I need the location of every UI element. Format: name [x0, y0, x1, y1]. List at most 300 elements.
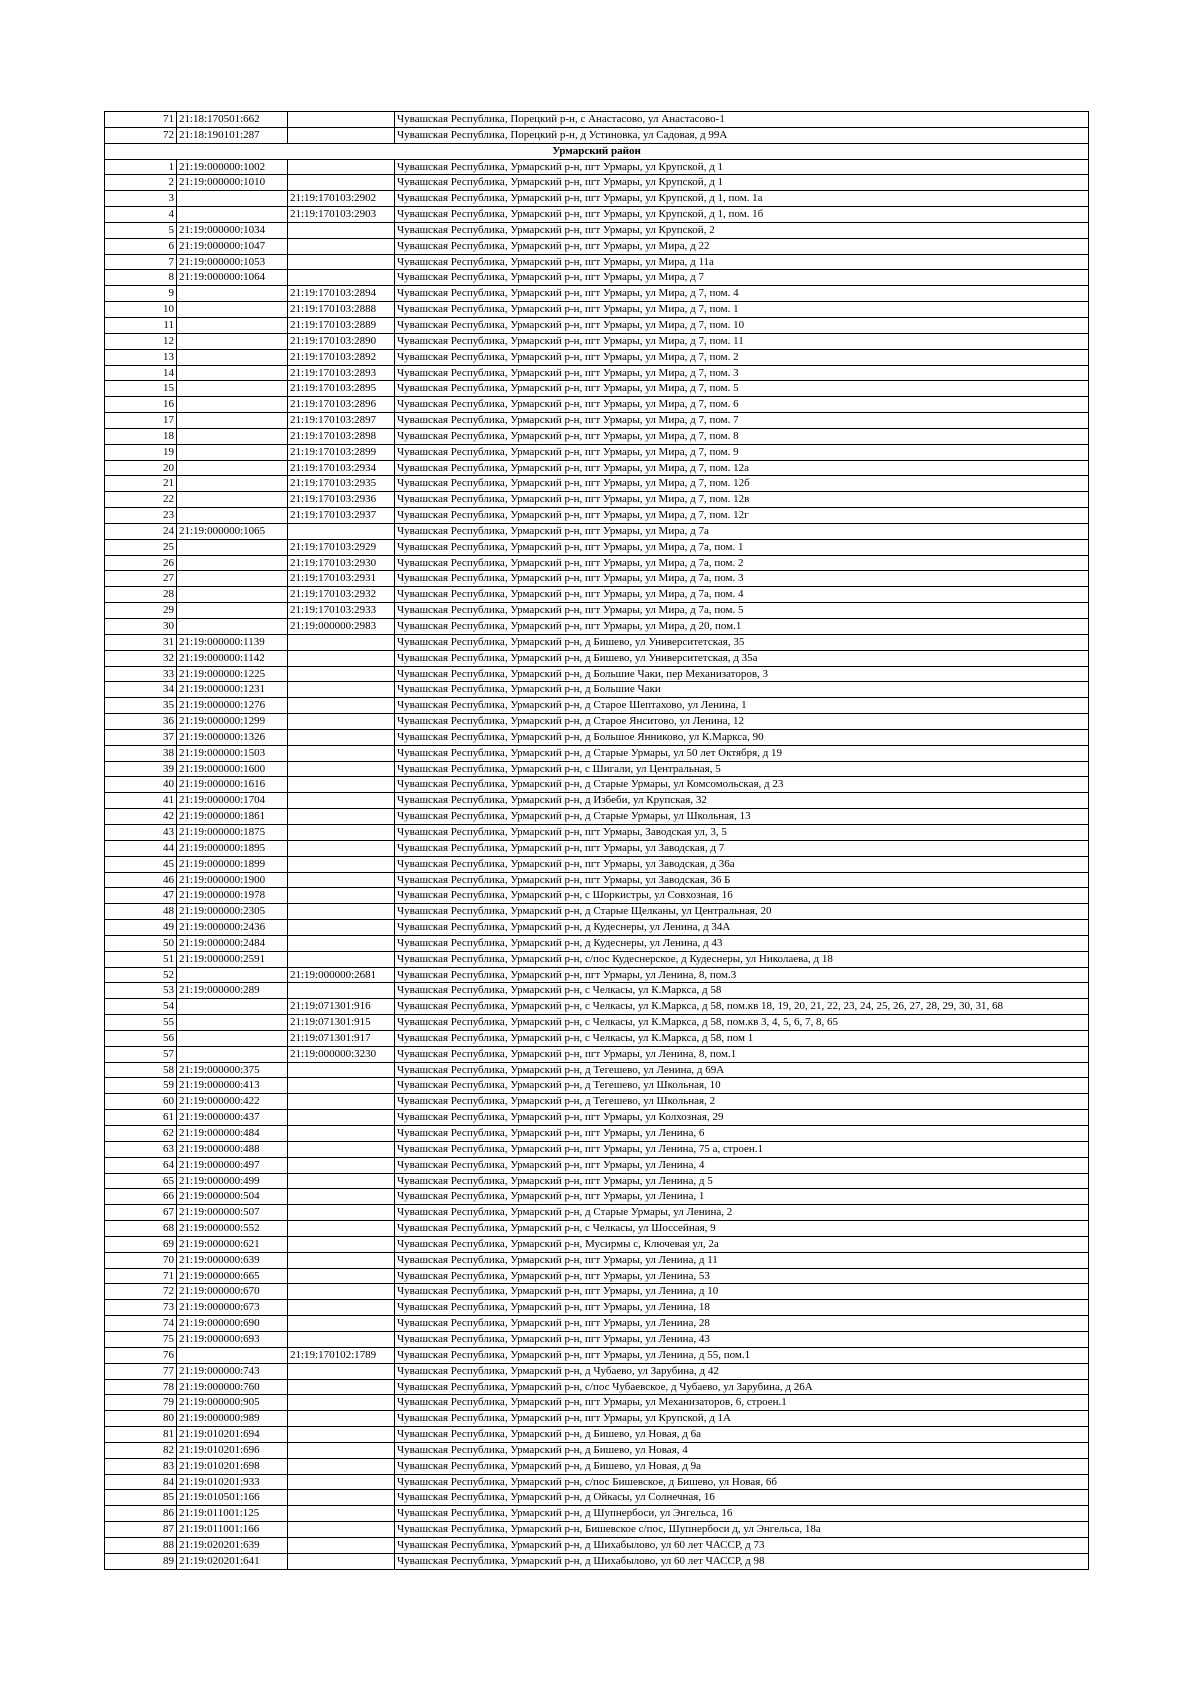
cadastral-number-cell: 21:19:000000:2484: [177, 935, 288, 951]
address-cell: Чувашская Республика, Урмарский р-н, д Ойкасы, ул Солнечная, 16: [395, 1490, 1089, 1506]
cadastral-number-cell: [177, 365, 288, 381]
table-row: [105, 302, 1089, 318]
address-cell: Чувашская Республика, Урмарский р-н, пгт Урмары, ул Мира, д 7, пом. 4: [395, 286, 1089, 302]
premises-number-cell: [288, 1173, 395, 1189]
premises-number-cell: 21:19:170103:2892: [288, 349, 395, 365]
table-row: [105, 286, 1089, 302]
table-row: [105, 698, 1089, 714]
premises-number-cell: [288, 809, 395, 825]
address-cell: Чувашская Республика, Урмарский р-н, пгт Урмары, ул Мира, д 7а, пом. 3: [395, 571, 1089, 587]
row-number-cell: 14: [105, 365, 177, 381]
address-cell: Чувашская Республика, Урмарский р-н, пгт Урмары, ул Мира, д 7а, пом. 2: [395, 555, 1089, 571]
cadastral-number-cell: [177, 413, 288, 429]
address-cell: Чувашская Республика, Урмарский р-н, пгт Урмары, ул Заводская, д 36а: [395, 856, 1089, 872]
table-row: [105, 1458, 1089, 1474]
cadastral-number-cell: 21:19:000000:639: [177, 1252, 288, 1268]
table-row: [105, 1553, 1089, 1569]
row-number-cell: 19: [105, 444, 177, 460]
row-number-cell: 40: [105, 777, 177, 793]
address-cell: Чувашская Республика, Урмарский р-н, пгт Урмары, ул Мира, д 7: [395, 270, 1089, 286]
table-row: [105, 809, 1089, 825]
premises-number-cell: [288, 159, 395, 175]
table-row: [105, 1284, 1089, 1300]
premises-number-cell: [288, 1522, 395, 1538]
address-cell: Чувашская Республика, Урмарский р-н, пгт Урмары, ул Заводская, д 7: [395, 840, 1089, 856]
premises-number-cell: [288, 761, 395, 777]
address-cell: Чувашская Республика, Урмарский р-н, пгт Урмары, ул Мира, д 7а, пом. 1: [395, 539, 1089, 555]
address-cell: Чувашская Республика, Урмарский р-н, д Шихабылово, ул 60 лет ЧАССР, д 98: [395, 1553, 1089, 1569]
premises-number-cell: [288, 682, 395, 698]
address-cell: Чувашская Республика, Урмарский р-н, пгт Урмары, ул Ленина, 18: [395, 1300, 1089, 1316]
cadastral-number-cell: 21:19:000000:2305: [177, 904, 288, 920]
table-row: [105, 1252, 1089, 1268]
cadastral-number-cell: 21:19:000000:673: [177, 1300, 288, 1316]
address-cell: Чувашская Республика, Урмарский р-н, д Старые Урмары, ул Школьная, 13: [395, 809, 1089, 825]
property-table-body: [105, 112, 1089, 1570]
table-row: [105, 1506, 1089, 1522]
premises-number-cell: 21:19:170103:2903: [288, 207, 395, 223]
address-cell: Чувашская Республика, Урмарский р-н, пгт Урмары, ул Заводская, 36 Б: [395, 872, 1089, 888]
address-cell: Чувашская Республика, Урмарский р-н, пгт Урмары, ул Мира, д 7, пом. 12а: [395, 460, 1089, 476]
table-row: [105, 1347, 1089, 1363]
address-cell: Чувашская Республика, Урмарский р-н, д Избеби, ул Крупская, 32: [395, 793, 1089, 809]
row-number-cell: 33: [105, 666, 177, 682]
table-row: [105, 999, 1089, 1015]
row-number-cell: 23: [105, 508, 177, 524]
cadastral-number-cell: [177, 191, 288, 207]
cadastral-number-cell: [177, 381, 288, 397]
table-row: [105, 1316, 1089, 1332]
row-number-cell: 7: [105, 254, 177, 270]
cadastral-number-cell: 21:19:010501:166: [177, 1490, 288, 1506]
address-cell: Чувашская Республика, Урмарский р-н, с Челкасы, ул К.Маркса, д 58: [395, 983, 1089, 999]
section-header-row: [105, 143, 1089, 159]
premises-number-cell: [288, 920, 395, 936]
address-cell: Чувашская Республика, Урмарский р-н, пгт Урмары, ул Ленина, 28: [395, 1316, 1089, 1332]
address-cell: Чувашская Республика, Урмарский р-н, д Бишево, ул Университетская, д 35а: [395, 650, 1089, 666]
address-cell: Чувашская Республика, Урмарский р-н, д Бишево, ул Новая, 4: [395, 1442, 1089, 1458]
row-number-cell: 63: [105, 1141, 177, 1157]
address-cell: Чувашская Республика, Урмарский р-н, пгт Урмары, ул Мира, д 7, пом. 9: [395, 444, 1089, 460]
cadastral-number-cell: 21:19:000000:1139: [177, 634, 288, 650]
address-cell: Чувашская Республика, Урмарский р-н, пгт Урмары, ул Мира, д 7а, пом. 5: [395, 603, 1089, 619]
row-number-cell: 87: [105, 1522, 177, 1538]
address-cell: Чувашская Республика, Урмарский р-н, пгт Урмары, ул Ленина, 1: [395, 1189, 1089, 1205]
cadastral-number-cell: [177, 555, 288, 571]
table-row: [105, 1300, 1089, 1316]
row-number-cell: 11: [105, 317, 177, 333]
premises-number-cell: 21:19:170103:2894: [288, 286, 395, 302]
address-cell: Чувашская Республика, Урмарский р-н, д Старые Урмары, ул Комсомольская, д 23: [395, 777, 1089, 793]
table-row: [105, 523, 1089, 539]
address-cell: Чувашская Республика, Урмарский р-н, пгт Урмары, ул Мира, д 7, пом. 12г: [395, 508, 1089, 524]
premises-number-cell: 21:19:170103:2897: [288, 413, 395, 429]
cadastral-number-cell: 21:19:010201:696: [177, 1442, 288, 1458]
premises-number-cell: [288, 1157, 395, 1173]
address-cell: Чувашская Республика, Урмарский р-н, д Чубаево, ул Зарубина, д 42: [395, 1363, 1089, 1379]
cadastral-number-cell: [177, 428, 288, 444]
table-row: [105, 492, 1089, 508]
cadastral-number-cell: [177, 1347, 288, 1363]
row-number-cell: 42: [105, 809, 177, 825]
cadastral-number-cell: 21:19:000000:1326: [177, 729, 288, 745]
table-row: [105, 175, 1089, 191]
address-cell: Чувашская Республика, Урмарский р-н, д Тегешево, ул Школьная, 2: [395, 1094, 1089, 1110]
table-row: [105, 555, 1089, 571]
table-row: [105, 1474, 1089, 1490]
cadastral-number-cell: 21:19:000000:1276: [177, 698, 288, 714]
table-row: [105, 1427, 1089, 1443]
premises-number-cell: [288, 745, 395, 761]
cadastral-number-cell: 21:19:000000:2436: [177, 920, 288, 936]
cadastral-number-cell: 21:19:000000:1875: [177, 824, 288, 840]
row-number-cell: 15: [105, 381, 177, 397]
premises-number-cell: [288, 270, 395, 286]
cadastral-number-cell: 21:19:000000:497: [177, 1157, 288, 1173]
row-number-cell: 75: [105, 1331, 177, 1347]
table-row: [105, 1110, 1089, 1126]
cadastral-number-cell: [177, 587, 288, 603]
cadastral-number-cell: 21:19:000000:621: [177, 1236, 288, 1252]
row-number-cell: 34: [105, 682, 177, 698]
cadastral-number-cell: 21:19:020201:641: [177, 1553, 288, 1569]
row-number-cell: 83: [105, 1458, 177, 1474]
address-cell: Чувашская Республика, Урмарский р-н, с/пос Кудеснерское, д Кудеснеры, ул Николаева, д 18: [395, 951, 1089, 967]
address-cell: Чувашская Республика, Урмарский р-н, пгт Урмары, ул Мира, д 7, пом. 3: [395, 365, 1089, 381]
table-row: [105, 238, 1089, 254]
address-cell: Чувашская Республика, Урмарский р-н, пгт Урмары, ул Крупской, д 1А: [395, 1411, 1089, 1427]
cadastral-number-cell: 21:19:000000:665: [177, 1268, 288, 1284]
cadastral-number-cell: [177, 207, 288, 223]
row-number-cell: 60: [105, 1094, 177, 1110]
cadastral-number-cell: 21:19:000000:1053: [177, 254, 288, 270]
table-row: [105, 444, 1089, 460]
address-cell: Чувашская Республика, Урмарский р-н, д Старое Янситово, ул Ленина, 12: [395, 714, 1089, 730]
cadastral-number-cell: 21:19:000000:1616: [177, 777, 288, 793]
address-cell: Чувашская Республика, Урмарский р-н, пгт Урмары, ул Мира, д 11а: [395, 254, 1089, 270]
cadastral-number-cell: 21:19:000000:1503: [177, 745, 288, 761]
premises-number-cell: [288, 127, 395, 143]
cadastral-number-cell: 21:19:000000:1065: [177, 523, 288, 539]
table-row: [105, 207, 1089, 223]
premises-number-cell: 21:19:170103:2934: [288, 460, 395, 476]
row-number-cell: 10: [105, 302, 177, 318]
address-cell: Чувашская Республика, Урмарский р-н, пгт Урмары, ул Мира, д 7, пом. 7: [395, 413, 1089, 429]
row-number-cell: 47: [105, 888, 177, 904]
row-number-cell: 49: [105, 920, 177, 936]
premises-number-cell: [288, 840, 395, 856]
row-number-cell: 85: [105, 1490, 177, 1506]
premises-number-cell: 21:19:170103:2893: [288, 365, 395, 381]
row-number-cell: 26: [105, 555, 177, 571]
table-row: [105, 508, 1089, 524]
table-row: [105, 619, 1089, 635]
row-number-cell: 48: [105, 904, 177, 920]
table-row: [105, 967, 1089, 983]
premises-number-cell: [288, 1221, 395, 1237]
cadastral-number-cell: [177, 333, 288, 349]
premises-number-cell: [288, 1363, 395, 1379]
row-number-cell: 82: [105, 1442, 177, 1458]
premises-number-cell: [288, 1316, 395, 1332]
cadastral-number-cell: [177, 1030, 288, 1046]
row-number-cell: 16: [105, 397, 177, 413]
address-cell: Чувашская Республика, Урмарский р-н, пгт Урмары, ул Мира, д 7, пом. 11: [395, 333, 1089, 349]
address-cell: Чувашская Республика, Урмарский р-н, с Челкасы, ул К.Маркса, д 58, пом.кв 18, 19, 20, 21, 22, 23, 24, 25, 26, 27, 28, 29, 30, 31, 68: [395, 999, 1089, 1015]
table-row: [105, 191, 1089, 207]
premises-number-cell: 21:19:170103:2898: [288, 428, 395, 444]
cadastral-number-cell: 21:19:000000:1047: [177, 238, 288, 254]
row-number-cell: 72: [105, 1284, 177, 1300]
table-row: [105, 1030, 1089, 1046]
row-number-cell: 32: [105, 650, 177, 666]
cadastral-number-cell: [177, 397, 288, 413]
address-cell: Чувашская Республика, Урмарский р-н, д Старое Шептахово, ул Ленина, 1: [395, 698, 1089, 714]
cadastral-number-cell: 21:19:000000:1895: [177, 840, 288, 856]
premises-number-cell: 21:19:170103:2929: [288, 539, 395, 555]
address-cell: Чувашская Республика, Урмарский р-н, пгт Урмары, ул Ленина, 75 а, строен.1: [395, 1141, 1089, 1157]
table-row: [105, 1236, 1089, 1252]
table-row: [105, 254, 1089, 270]
table-row: [105, 1411, 1089, 1427]
row-number-cell: 5: [105, 222, 177, 238]
table-row: [105, 1537, 1089, 1553]
row-number-cell: 58: [105, 1062, 177, 1078]
table-row: [105, 397, 1089, 413]
row-number-cell: 13: [105, 349, 177, 365]
address-cell: Чувашская Республика, Урмарский р-н, Мусирмы с, Ключевая ул, 2а: [395, 1236, 1089, 1252]
address-cell: Чувашская Республика, Урмарский р-н, с Челкасы, ул Шоссейная, 9: [395, 1221, 1089, 1237]
premises-number-cell: [288, 1506, 395, 1522]
cadastral-number-cell: 21:19:000000:905: [177, 1395, 288, 1411]
premises-number-cell: 21:19:170103:2899: [288, 444, 395, 460]
table-row: [105, 587, 1089, 603]
address-cell: Чувашская Республика, Урмарский р-н, пгт Урмары, ул Мира, д 7, пом. 2: [395, 349, 1089, 365]
row-number-cell: 51: [105, 951, 177, 967]
table-row: [105, 571, 1089, 587]
premises-number-cell: [288, 777, 395, 793]
row-number-cell: 46: [105, 872, 177, 888]
premises-number-cell: 21:19:170103:2935: [288, 476, 395, 492]
row-number-cell: 27: [105, 571, 177, 587]
row-number-cell: 67: [105, 1205, 177, 1221]
address-cell: Чувашская Республика, Урмарский р-н, пгт Урмары, ул Ленина, 8, пом.1: [395, 1046, 1089, 1062]
row-number-cell: 89: [105, 1553, 177, 1569]
address-cell: Чувашская Республика, Урмарский р-н, пгт Урмары, ул Крупской, д 1, пом. 1а: [395, 191, 1089, 207]
address-cell: Чувашская Республика, Урмарский р-н, д Шихабылово, ул 60 лет ЧАССР, д 73: [395, 1537, 1089, 1553]
row-number-cell: 36: [105, 714, 177, 730]
table-row: [105, 349, 1089, 365]
table-row: [105, 666, 1089, 682]
address-cell: Чувашская Республика, Урмарский р-н, д Кудеснеры, ул Ленина, д 43: [395, 935, 1089, 951]
cadastral-number-cell: [177, 444, 288, 460]
cadastral-number-cell: [177, 571, 288, 587]
premises-number-cell: [288, 666, 395, 682]
table-row: [105, 904, 1089, 920]
row-number-cell: 81: [105, 1427, 177, 1443]
address-cell: Чувашская Республика, Урмарский р-н, пгт Урмары, ул Мира, д 7, пом. 8: [395, 428, 1089, 444]
table-row: [105, 634, 1089, 650]
table-row: [105, 1331, 1089, 1347]
cadastral-number-cell: 21:19:000000:760: [177, 1379, 288, 1395]
row-number-cell: 28: [105, 587, 177, 603]
address-cell: Чувашская Республика, Урмарский р-н, с Челкасы, ул К.Маркса, д 58, пом 1: [395, 1030, 1089, 1046]
address-cell: Чувашская Республика, Урмарский р-н, Бишевское с/пос, Шупнербоси д, ул Энгельса, 18а: [395, 1522, 1089, 1538]
row-number-cell: 17: [105, 413, 177, 429]
premises-number-cell: [288, 1062, 395, 1078]
premises-number-cell: [288, 1110, 395, 1126]
row-number-cell: 37: [105, 729, 177, 745]
premises-number-cell: [288, 729, 395, 745]
cadastral-number-cell: 21:19:000000:989: [177, 1411, 288, 1427]
cadastral-number-cell: 21:19:000000:1861: [177, 809, 288, 825]
row-number-cell: 41: [105, 793, 177, 809]
address-cell: Чувашская Республика, Урмарский р-н, д Шупнербоси, ул Энгельса, 16: [395, 1506, 1089, 1522]
premises-number-cell: [288, 1300, 395, 1316]
premises-number-cell: [288, 951, 395, 967]
cadastral-number-cell: 21:19:000000:1142: [177, 650, 288, 666]
address-cell: Чувашская Республика, Урмарский р-н, пгт Урмары, ул Крупской, 2: [395, 222, 1089, 238]
premises-number-cell: [288, 1537, 395, 1553]
table-row: [105, 1141, 1089, 1157]
address-cell: Чувашская Республика, Урмарский р-н, д Большое Янниково, ул К.Маркса, 90: [395, 729, 1089, 745]
address-cell: Чувашская Республика, Урмарский р-н, пгт Урмары, ул Мира, д 7а: [395, 523, 1089, 539]
address-cell: Чувашская Республика, Урмарский р-н, с Челкасы, ул К.Маркса, д 58, пом.кв 3, 4, 5, 6, 7, 8, 65: [395, 1015, 1089, 1031]
cadastral-number-cell: [177, 317, 288, 333]
cadastral-number-cell: 21:19:000000:552: [177, 1221, 288, 1237]
address-cell: Чувашская Республика, Урмарский р-н, д Старые Щелканы, ул Центральная, 20: [395, 904, 1089, 920]
address-cell: Чувашская Республика, Урмарский р-н, пгт Урмары, ул Крупской, д 1: [395, 175, 1089, 191]
table-row: [105, 365, 1089, 381]
table-row: [105, 650, 1089, 666]
address-cell: Чувашская Республика, Урмарский р-н, с Шигали, ул Центральная, 5: [395, 761, 1089, 777]
table-row: [105, 761, 1089, 777]
premises-number-cell: [288, 254, 395, 270]
table-row: [105, 888, 1089, 904]
row-number-cell: 71: [105, 1268, 177, 1284]
table-row: [105, 872, 1089, 888]
cadastral-number-cell: [177, 302, 288, 318]
address-cell: Чувашская Республика, Урмарский р-н, пгт Урмары, ул Ленина, 43: [395, 1331, 1089, 1347]
premises-number-cell: [288, 1141, 395, 1157]
table-row: [105, 682, 1089, 698]
address-cell: Чувашская Республика, Урмарский р-н, пгт Урмары, ул Мира, д 7, пом. 6: [395, 397, 1089, 413]
premises-number-cell: [288, 1379, 395, 1395]
table-row: [105, 824, 1089, 840]
premises-number-cell: [288, 1395, 395, 1411]
cadastral-number-cell: 21:19:010201:694: [177, 1427, 288, 1443]
row-number-cell: 79: [105, 1395, 177, 1411]
table-row: [105, 793, 1089, 809]
premises-number-cell: 21:19:170103:2902: [288, 191, 395, 207]
table-row: [105, 476, 1089, 492]
cadastral-number-cell: 21:19:010201:933: [177, 1474, 288, 1490]
address-cell: Чувашская Республика, Урмарский р-н, пгт Урмары, ул Ленина, 4: [395, 1157, 1089, 1173]
address-cell: Чувашская Республика, Урмарский р-н, пгт Урмары, Заводская ул, 3, 5: [395, 824, 1089, 840]
row-number-cell: 3: [105, 191, 177, 207]
cadastral-number-cell: [177, 1015, 288, 1031]
premises-number-cell: [288, 112, 395, 128]
premises-number-cell: [288, 222, 395, 238]
cadastral-number-cell: 21:19:000000:1600: [177, 761, 288, 777]
address-cell: Чувашская Республика, Урмарский р-н, д Большие Чаки: [395, 682, 1089, 698]
cadastral-number-cell: 21:19:000000:484: [177, 1126, 288, 1142]
row-number-cell: 31: [105, 634, 177, 650]
premises-number-cell: [288, 1442, 395, 1458]
row-number-cell: 64: [105, 1157, 177, 1173]
cadastral-number-cell: 21:19:000000:507: [177, 1205, 288, 1221]
premises-number-cell: [288, 1427, 395, 1443]
table-row: [105, 1094, 1089, 1110]
row-number-cell: 25: [105, 539, 177, 555]
row-number-cell: 21: [105, 476, 177, 492]
table-row: [105, 539, 1089, 555]
table-row: [105, 413, 1089, 429]
address-cell: Чувашская Республика, Урмарский р-н, пгт Урмары, ул Мира, д 7, пом. 12в: [395, 492, 1089, 508]
premises-number-cell: 21:19:170103:2896: [288, 397, 395, 413]
table-row: [105, 777, 1089, 793]
cadastral-number-cell: 21:19:000000:1900: [177, 872, 288, 888]
address-cell: Чувашская Республика, Урмарский р-н, пгт Урмары, ул Ленина, д 55, пом.1: [395, 1347, 1089, 1363]
premises-number-cell: [288, 1078, 395, 1094]
table-row: [105, 714, 1089, 730]
cadastral-number-cell: 21:19:000000:437: [177, 1110, 288, 1126]
row-number-cell: 72: [105, 127, 177, 143]
address-cell: Чувашская Республика, Урмарский р-н, пгт Урмары, ул Мира, д 7, пом. 5: [395, 381, 1089, 397]
cadastral-number-cell: 21:19:000000:693: [177, 1331, 288, 1347]
premises-number-cell: 21:19:170103:2931: [288, 571, 395, 587]
table-row: [105, 745, 1089, 761]
cadastral-number-cell: 21:19:000000:1034: [177, 222, 288, 238]
premises-number-cell: 21:19:170103:2936: [288, 492, 395, 508]
premises-number-cell: [288, 1474, 395, 1490]
table-row: [105, 1157, 1089, 1173]
address-cell: Чувашская Республика, Урмарский р-н, д Бишево, ул Университетская, 35: [395, 634, 1089, 650]
table-row: [105, 112, 1089, 128]
row-number-cell: 71: [105, 112, 177, 128]
table-row: [105, 603, 1089, 619]
table-row: [105, 1046, 1089, 1062]
row-number-cell: 44: [105, 840, 177, 856]
cadastral-number-cell: [177, 967, 288, 983]
row-number-cell: 73: [105, 1300, 177, 1316]
table-row: [105, 127, 1089, 143]
premises-number-cell: 21:19:170103:2895: [288, 381, 395, 397]
cadastral-number-cell: [177, 286, 288, 302]
address-cell: Чувашская Республика, Урмарский р-н, д Бишево, ул Новая, д 6а: [395, 1427, 1089, 1443]
row-number-cell: 38: [105, 745, 177, 761]
address-cell: Чувашская Республика, Урмарский р-н, д Тегешево, ул Школьная, 10: [395, 1078, 1089, 1094]
row-number-cell: 86: [105, 1506, 177, 1522]
row-number-cell: 76: [105, 1347, 177, 1363]
premises-number-cell: [288, 1236, 395, 1252]
address-cell: Чувашская Республика, Урмарский р-н, с/пос Чубаевское, д Чубаево, ул Зарубина, д 26А: [395, 1379, 1089, 1395]
row-number-cell: 12: [105, 333, 177, 349]
row-number-cell: 78: [105, 1379, 177, 1395]
address-cell: Чувашская Республика, Урмарский р-н, д Большие Чаки, пер Механизаторов, 3: [395, 666, 1089, 682]
premises-number-cell: 21:19:071301:915: [288, 1015, 395, 1031]
table-row: [105, 381, 1089, 397]
table-row: [105, 1205, 1089, 1221]
premises-number-cell: 21:19:170103:2890: [288, 333, 395, 349]
premises-number-cell: [288, 634, 395, 650]
row-number-cell: 84: [105, 1474, 177, 1490]
row-number-cell: 70: [105, 1252, 177, 1268]
row-number-cell: 56: [105, 1030, 177, 1046]
row-number-cell: 29: [105, 603, 177, 619]
address-cell: Чувашская Республика, Урмарский р-н, пгт Урмары, ул Механизаторов, 6, строен.1: [395, 1395, 1089, 1411]
row-number-cell: 45: [105, 856, 177, 872]
